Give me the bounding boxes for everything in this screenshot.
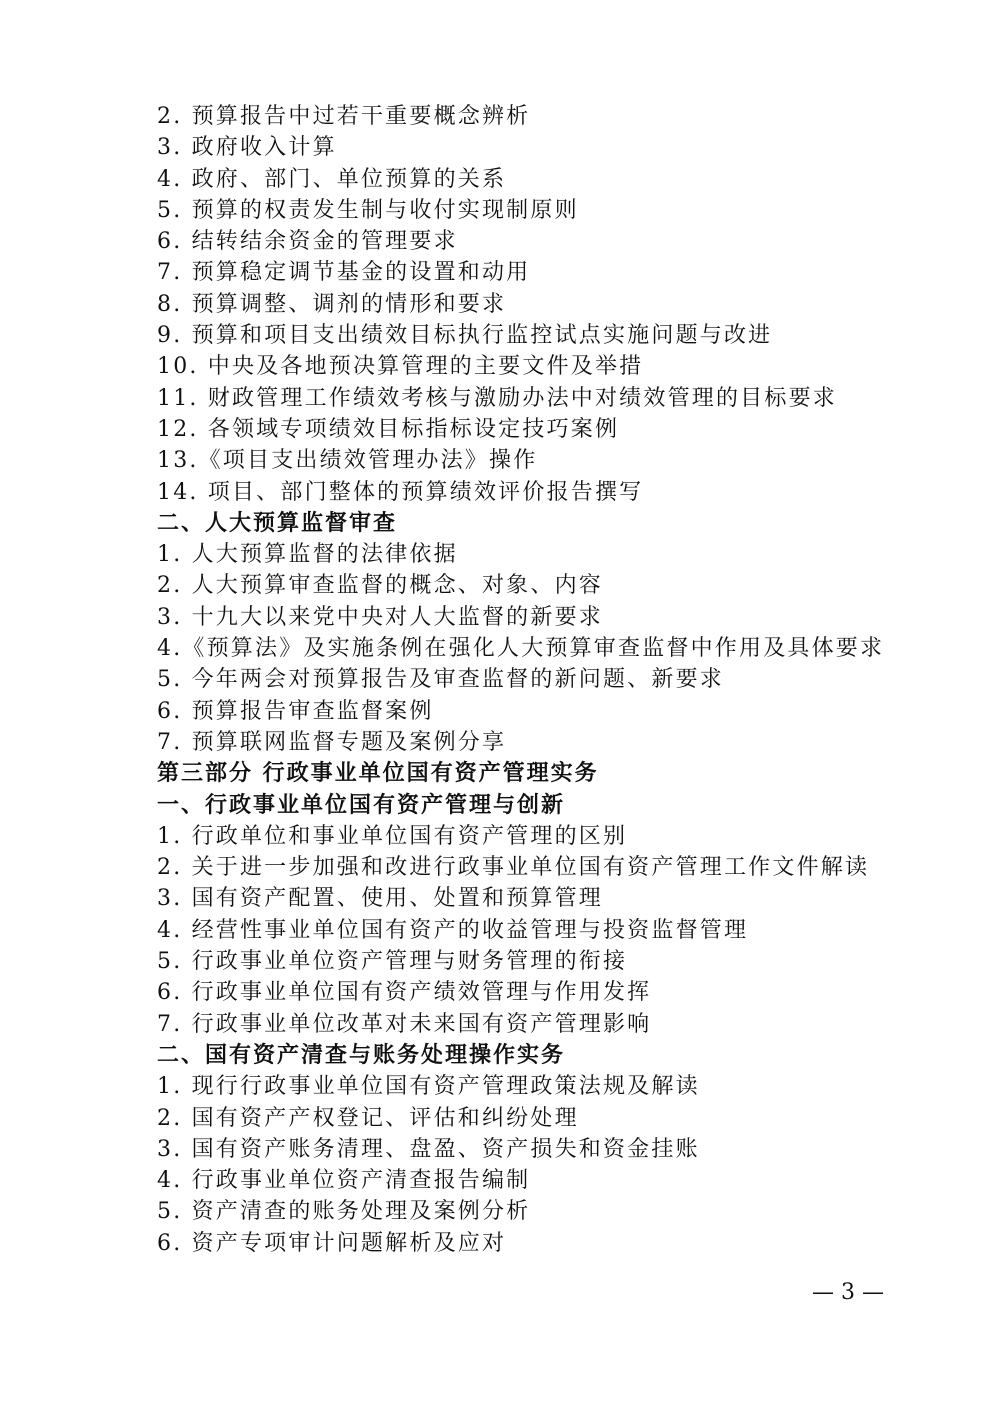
list-item: 1. 现行行政事业单位国有资产管理政策法规及解读 bbox=[157, 1074, 700, 1100]
list-item: 6. 行政事业单位国有资产绩效管理与作用发挥 bbox=[157, 980, 652, 1006]
page-number: — 3 — bbox=[812, 1280, 884, 1305]
section-heading: 二、人大预算监督审查 bbox=[157, 510, 398, 536]
list-item: 5. 预算的权责发生制与收付实现制原则 bbox=[157, 197, 579, 223]
list-item: 14. 项目、部门整体的预算绩效评价报告撰写 bbox=[157, 479, 644, 505]
section-heading: 一、行政事业单位国有资产管理与创新 bbox=[157, 792, 566, 818]
list-item: 7. 预算稳定调节基金的设置和动用 bbox=[157, 260, 531, 286]
list-item: 3. 十九大以来党中央对人大监督的新要求 bbox=[157, 604, 603, 630]
list-item: 7. 行政事业单位改革对未来国有资产管理影响 bbox=[157, 1011, 652, 1037]
list-item: 4. 行政事业单位资产清查报告编制 bbox=[157, 1168, 531, 1194]
list-item: 1. 人大预算监督的法律依据 bbox=[157, 542, 458, 568]
list-item: 3. 政府收入计算 bbox=[157, 135, 337, 161]
list-item: 6. 资产专项审计问题解析及应对 bbox=[157, 1230, 507, 1256]
list-item: 8. 预算调整、调剂的情形和要求 bbox=[157, 291, 507, 317]
list-item: 5. 资产清查的账务处理及案例分析 bbox=[157, 1199, 531, 1225]
list-item: 4.《预算法》及实施条例在强化人大预算审查监督中作用及具体要求 bbox=[157, 636, 885, 662]
list-item: 2. 人大预算审查监督的概念、对象、内容 bbox=[157, 573, 603, 599]
list-item: 11. 财政管理工作绩效考核与激励办法中对绩效管理的目标要求 bbox=[157, 385, 837, 411]
document-body bbox=[157, 101, 917, 1259]
list-item: 10. 中央及各地预决算管理的主要文件及举措 bbox=[157, 354, 644, 380]
list-item: 4. 政府、部门、单位预算的关系 bbox=[157, 166, 507, 192]
list-item: 9. 预算和项目支出绩效目标执行监控试点实施问题与改进 bbox=[157, 323, 773, 349]
list-item: 6. 预算报告审查监督案例 bbox=[157, 698, 434, 724]
list-item: 5. 行政事业单位资产管理与财务管理的衔接 bbox=[157, 949, 628, 975]
part-heading: 第三部分 行政事业单位国有资产管理实务 bbox=[157, 761, 599, 787]
list-item: 3. 国有资产配置、使用、处置和预算管理 bbox=[157, 886, 603, 912]
list-item: 13.《项目支出绩效管理办法》操作 bbox=[157, 448, 538, 474]
list-item: 2. 国有资产产权登记、评估和纠纷处理 bbox=[157, 1105, 579, 1131]
list-item: 4. 经营性事业单位国有资产的收益管理与投资监督管理 bbox=[157, 917, 749, 943]
list-item: 6. 结转结余资金的管理要求 bbox=[157, 229, 458, 255]
list-item: 2. 预算报告中过若干重要概念辨析 bbox=[157, 104, 531, 129]
section-heading: 二、国有资产清查与账务处理操作实务 bbox=[157, 1042, 566, 1068]
list-item: 7. 预算联网监督专题及案例分享 bbox=[157, 729, 507, 755]
list-item: 2. 关于进一步加强和改进行政事业单位国有资产管理工作文件解读 bbox=[157, 855, 870, 881]
list-item: 5. 今年两会对预算报告及审查监督的新问题、新要求 bbox=[157, 667, 724, 693]
list-item: 3. 国有资产账务清理、盘盈、资产损失和资金挂账 bbox=[157, 1136, 700, 1162]
list-item: 1. 行政单位和事业单位国有资产管理的区别 bbox=[157, 823, 628, 849]
list-item: 12. 各领域专项绩效目标指标设定技巧案例 bbox=[157, 416, 620, 442]
